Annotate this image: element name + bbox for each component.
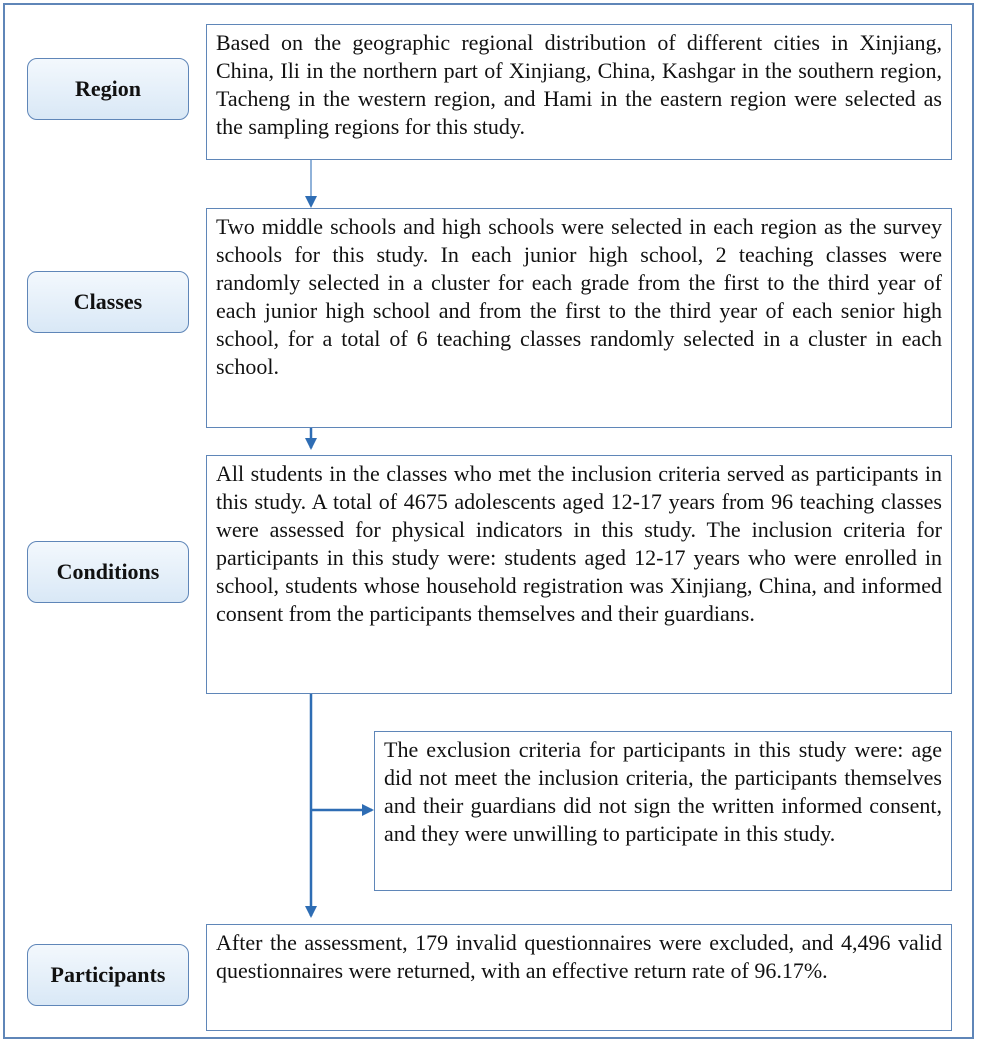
exclusion-criteria-text: The exclusion criteria for participants in this study were: age did not meet the inclusion criteria, the participants themselves and their guardians did not sign the written informed consent, and they were unwilling to participate in this study. (374, 731, 952, 891)
step-text-participants: After the assessment, 179 invalid questionnaires were excluded, and 4,496 valid questionnaires were returned, with an effective return rate of 96.17%. (206, 924, 952, 1031)
step-label-classes: Classes (27, 271, 189, 333)
step-text-classes: Two middle schools and high schools were selected in each region as the survey schools for this study. In each junior high school, 2 teaching classes were randomly selected in a cluster for each grade from the first to the third year of each junior high school and from the first to the third year of each senior high school, for a total of 6 teaching classes randomly selected in a cluster in each school. (206, 208, 952, 428)
step-label-region: Region (27, 58, 189, 120)
step-label-conditions: Conditions (27, 541, 189, 603)
step-label-participants: Participants (27, 944, 189, 1006)
step-text-region: Based on the geographic regional distribution of different cities in Xinjiang, China, Ili in the northern part of Xinjiang, China, Kashgar in the southern region, Tacheng in the western region, and Hami in the eastern region were selected as the sampling regions for this study. (206, 24, 952, 160)
step-text-conditions: All students in the classes who met the inclusion criteria served as participants in this study. A total of 4675 adolescents aged 12-17 years from 96 teaching classes were assessed for physical indicators in this study. The inclusion criteria for participants in this study were: students aged 12-17 years who were enrolled in school, students whose household registration was Xinjiang, China, and informed consent from the participants themselves and their guardians. (206, 455, 952, 694)
